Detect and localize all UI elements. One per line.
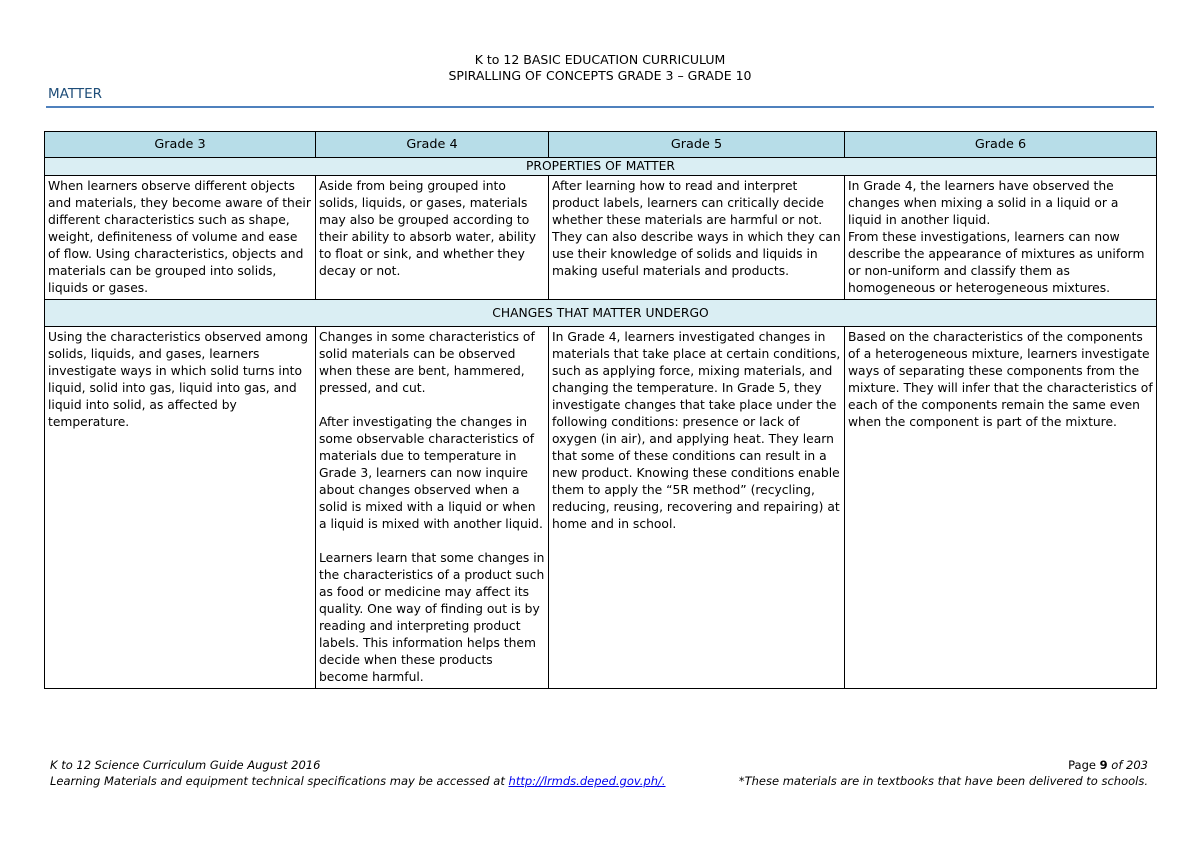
page-prefix: Page [1068,758,1096,772]
header-divider [46,106,1154,108]
cell-text: Learners learn that some changes in the characteristics of a product such as food or medicine may affect its quality. One way of finding out is by reading and interpreting product labels. This information helps them decide when these products become harmful. [319,551,545,684]
cell-changes-grade-6 [845,327,1157,689]
cell-properties-grade-3 [45,176,316,300]
section-title-changes: CHANGES THAT MATTER UNDERGO [45,300,1157,327]
lrmds-link[interactable]: http://lrmds.deped.gov.ph/. [508,774,666,788]
document-title: K to 12 BASIC EDUCATION CURRICULUM [474,52,726,67]
cell-changes-grade-4 [316,327,549,689]
footer-note: *These materials are in textbooks that have been delivered to schools. [738,774,1148,788]
paragraph-gap [319,397,545,414]
cell-properties-grade-5 [549,176,845,300]
paragraph-gap [319,533,545,550]
cell-properties-grade-6 [845,176,1157,300]
page-number: 9 [1099,758,1108,772]
grade-header-row [45,132,1157,158]
column-header-grade-3: Grade 3 [45,132,316,158]
footer-access-text: Learning Materials and equipment technical specifications may be accessed at [50,774,505,788]
cell-properties-grade-4 [316,176,549,300]
cell-text: In Grade 4, learners investigated changes in materials that take place at certain conditions, such as applying force, mixing materials, and changing the temperature. In Grade 5, they investigate changes that take place under the following conditions: presence or lack of oxygen (in air), and applying heat. They learn that some of these conditions can result in a new product. Knowing these conditions enable them to apply the “5R method” (recycling, reducing, reusing, recovering and repairing) at home and in school. [552,330,841,531]
cell-text: Changes in some characteristics of solid materials can be observed when these are bent, hammered, pressed, and cut. [319,330,535,395]
subject-label: MATTER [48,86,102,102]
column-header-grade-6: Grade 6 [845,132,1157,158]
cell-text: Based on the characteristics of the components of a heterogeneous mixture, learners investigate ways of separating these components from the mixture. They will infer that the characteristics of each of the components remain the same even when the component is part of the mixture. [848,330,1153,429]
cell-text: From these investigations, learners can now describe the appearance of mixtures as uniform or non-uniform and classify them as homogeneous or heterogeneous mixtures. [848,230,1145,295]
page-total: of 203 [1111,758,1148,772]
column-header-grade-4: Grade 4 [316,132,549,158]
footer-access-line [50,773,666,789]
cell-changes-grade-5 [549,327,845,689]
table-row [45,327,1157,689]
cell-text: When learners observe different objects and materials, they become aware of their different characteristics such as shape, weight, definiteness of volume and ease of flow. Using characteristics, objects and materials can be grouped into solids, liquids or gases. [48,179,311,295]
footer-guide: K to 12 Science Curriculum Guide August 2016 [50,758,321,772]
cell-text: In Grade 4, the learners have observed the changes when mixing a solid in a liquid or a liquid in another liquid. [848,179,1119,227]
section-row-changes [45,300,1157,327]
section-title-properties: PROPERTIES OF MATTER [45,158,1157,176]
cell-text: After learning how to read and interpret product labels, learners can critically decide whether these materials are harmful or not. They can also describe ways in which they can use their knowledge of solids and liquids in making useful materials and products. [552,179,841,278]
cell-text: Using the characteristics observed among solids, liquids, and gases, learners investigate ways in which solid turns into liquid, solid into gas, liquid into gas, and liquid into solid, as affected by temperature. [48,330,308,429]
column-header-grade-5: Grade 5 [549,132,845,158]
curriculum-table [44,131,1157,689]
table-row [45,176,1157,300]
section-row-properties [45,158,1157,176]
cell-text: After investigating the changes in some observable characteristics of materials due to temperature in Grade 3, learners can now inquire about changes observed when a solid is mixed with a liquid or when a liquid is mixed with another liquid. [319,415,543,531]
cell-changes-grade-3 [45,327,316,689]
cell-text: Aside from being grouped into solids, liquids, or gases, materials may also be grouped according to their ability to absorb water, ability to float or sink, and whether they decay or not. [319,179,536,278]
document-subtitle: SPIRALLING OF CONCEPTS GRADE 3 – GRADE 10 [448,68,752,83]
page-indicator [1068,757,1148,773]
